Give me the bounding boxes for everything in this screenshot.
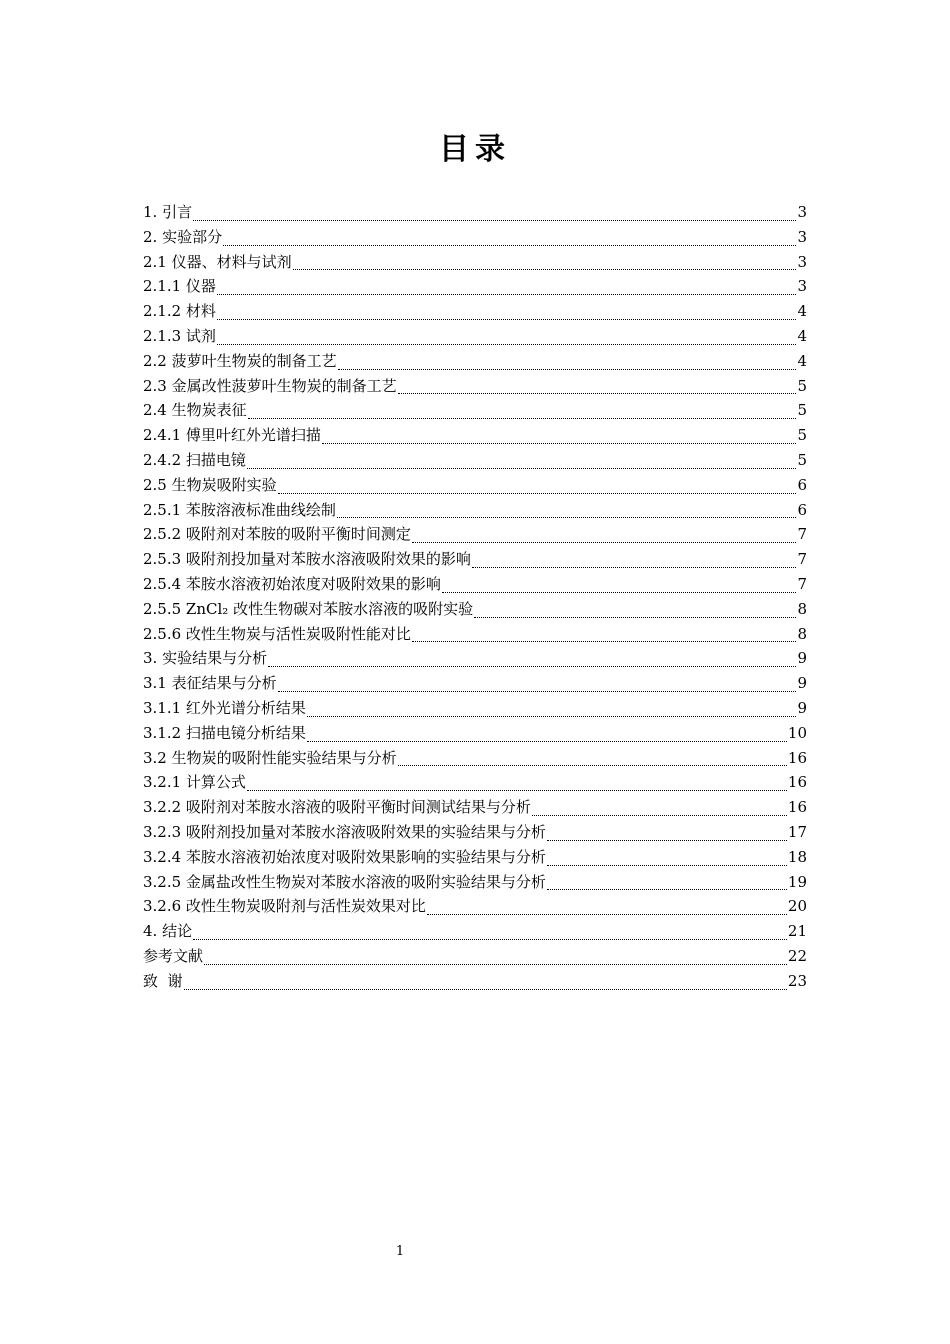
table-of-contents (143, 200, 807, 994)
toc-dot-leader (398, 765, 787, 766)
toc-entry[interactable] (143, 374, 807, 399)
toc-entry[interactable] (143, 770, 807, 795)
toc-entry-label: 2.4.2 扫描电镜 (143, 450, 246, 469)
toc-dot-leader (248, 418, 797, 419)
toc-entry-label: 2.5.2 吸附剂对苯胺的吸附平衡时间测定 (143, 525, 411, 544)
toc-entry-label: 1. 引言 (143, 203, 193, 221)
toc-entry-label: 2.3 金属改性菠萝叶生物炭的制备工艺 (143, 376, 397, 395)
toc-dot-leader (268, 666, 796, 667)
toc-entry-page: 7 (797, 525, 807, 544)
toc-dot-leader (217, 344, 797, 345)
toc-dot-leader (472, 567, 797, 568)
toc-entry-page: 4 (797, 326, 807, 345)
toc-entry-label: 2.1.3 试剂 (143, 326, 216, 345)
toc-entry-page: 4 (797, 351, 807, 370)
toc-entry[interactable] (143, 324, 807, 349)
toc-entry-label: 3.2 生物炭的吸附性能实验结果与分析 (143, 748, 397, 767)
toc-entry-page: 5 (797, 426, 807, 445)
toc-entry[interactable] (143, 944, 807, 969)
toc-dot-leader (338, 369, 797, 370)
toc-entry[interactable] (143, 671, 807, 696)
toc-entry-page: 18 (787, 847, 807, 866)
toc-entry[interactable] (143, 795, 807, 820)
toc-entry[interactable] (143, 870, 807, 895)
toc-dot-leader (412, 641, 797, 642)
toc-entry-label: 2.1 仪器、材料与试剂 (143, 252, 292, 271)
toc-entry[interactable] (143, 820, 807, 845)
toc-entry-page: 16 (787, 798, 807, 817)
page-title: 目录 (439, 132, 511, 167)
toc-dot-leader (293, 269, 797, 270)
toc-entry-label: 3.2.6 改性生物炭吸附剂与活性炭效果对比 (143, 897, 426, 916)
toc-entry-label: 2.5.1 苯胺溶液标准曲线绘制 (143, 500, 336, 519)
toc-entry-label: 3. 实验结果与分析 (143, 649, 268, 668)
toc-entry-page: 4 (797, 302, 807, 321)
toc-entry-page: 16 (787, 773, 807, 792)
toc-entry-page: 20 (787, 897, 807, 916)
toc-dot-leader (547, 865, 787, 866)
toc-entry-page: 3 (797, 252, 807, 271)
toc-entry-page: 3 (797, 203, 807, 221)
toc-entry-label: 2.2 菠萝叶生物炭的制备工艺 (143, 351, 337, 370)
toc-entry-label: 3.2.3 吸附剂投加量对苯胺水溶液吸附效果的实验结果与分析 (143, 822, 546, 841)
toc-entry[interactable] (143, 250, 807, 275)
toc-entry-label: 致 谢 (143, 971, 183, 990)
toc-entry[interactable] (143, 200, 807, 225)
toc-dot-leader (184, 989, 787, 990)
toc-entry-label: 3.2.2 吸附剂对苯胺水溶液的吸附平衡时间测试结果与分析 (143, 798, 531, 817)
toc-dot-leader (217, 294, 797, 295)
toc-dot-leader (307, 716, 797, 717)
toc-dot-leader (193, 220, 796, 221)
toc-entry-page: 5 (797, 401, 807, 420)
toc-dot-leader (278, 493, 797, 494)
toc-entry[interactable] (143, 721, 807, 746)
toc-entry-page: 7 (797, 550, 807, 569)
toc-entry[interactable] (143, 646, 807, 671)
toc-dot-leader (337, 517, 797, 518)
toc-entry[interactable] (143, 696, 807, 721)
toc-entry[interactable] (143, 398, 807, 423)
toc-entry[interactable] (143, 547, 807, 572)
toc-entry[interactable] (143, 572, 807, 597)
toc-entry[interactable] (143, 894, 807, 919)
toc-entry-label: 3.1.1 红外光谱分析结果 (143, 698, 306, 717)
toc-entry-page: 9 (797, 698, 807, 717)
toc-dot-leader (532, 815, 787, 816)
toc-dot-leader (307, 741, 787, 742)
toc-entry-page: 3 (797, 227, 807, 246)
toc-dot-leader (278, 691, 797, 692)
toc-entry-label: 2.5.3 吸附剂投加量对苯胺水溶液吸附效果的影响 (143, 550, 471, 569)
toc-entry[interactable] (143, 522, 807, 547)
toc-entry-label: 4. 结论 (143, 922, 193, 941)
toc-dot-leader (204, 964, 787, 965)
toc-dot-leader (427, 914, 787, 915)
toc-entry-page: 9 (797, 649, 807, 668)
toc-entry-page: 8 (797, 599, 807, 618)
toc-entry[interactable] (143, 845, 807, 870)
toc-dot-leader (398, 393, 797, 394)
toc-entry-label: 3.2.1 计算公式 (143, 773, 246, 792)
toc-dot-leader (322, 443, 797, 444)
toc-entry[interactable] (143, 622, 807, 647)
toc-entry[interactable] (143, 448, 807, 473)
toc-entry-page: 5 (797, 376, 807, 395)
toc-entry-page: 6 (797, 500, 807, 519)
toc-entry-label: 3.1 表征结果与分析 (143, 674, 277, 693)
toc-entry[interactable] (143, 919, 807, 944)
toc-dot-leader (547, 840, 787, 841)
footer-page-number: 1 (395, 1244, 405, 1259)
toc-entry-page: 10 (787, 723, 807, 742)
toc-entry-label: 参考文献 (143, 946, 204, 965)
toc-entry[interactable] (143, 299, 807, 324)
toc-entry[interactable] (143, 423, 807, 448)
toc-dot-leader (223, 245, 796, 246)
toc-entry[interactable] (143, 746, 807, 771)
toc-entry-label: 2. 实验部分 (143, 227, 223, 246)
toc-entry-page: 8 (797, 624, 807, 643)
toc-entry-label: 2.5.6 改性生物炭与活性炭吸附性能对比 (143, 624, 411, 643)
toc-entry[interactable] (143, 225, 807, 250)
toc-entry-page: 5 (797, 450, 807, 469)
toc-entry-label: 2.1.1 仪器 (143, 277, 216, 296)
toc-dot-leader (193, 939, 787, 940)
toc-entry-label: 3.1.2 扫描电镜分析结果 (143, 723, 306, 742)
toc-entry-page: 23 (787, 971, 807, 990)
toc-entry[interactable] (143, 349, 807, 374)
toc-entry-label: 2.1.2 材料 (143, 302, 216, 321)
toc-entry-page: 6 (797, 475, 807, 494)
toc-dot-leader (247, 790, 787, 791)
toc-entry-page: 19 (787, 872, 807, 891)
toc-entry-page: 7 (797, 574, 807, 593)
toc-entry[interactable] (143, 597, 807, 622)
toc-entry-page: 17 (787, 822, 807, 841)
toc-dot-leader (547, 889, 787, 890)
toc-entry-label: 2.4.1 傅里叶红外光谱扫描 (143, 426, 321, 445)
toc-dot-leader (442, 592, 797, 593)
toc-dot-leader (217, 319, 797, 320)
toc-entry-page: 22 (787, 946, 807, 965)
toc-entry-label: 2.4 生物炭表征 (143, 401, 247, 420)
toc-entry-label: 2.5.5 ZnCl₂ 改性生物碳对苯胺水溶液的吸附实验 (143, 599, 474, 618)
toc-entry[interactable] (143, 969, 807, 994)
toc-entry-page: 9 (797, 674, 807, 693)
toc-dot-leader (474, 617, 796, 618)
toc-dot-leader (412, 542, 797, 543)
toc-entry[interactable] (143, 473, 807, 498)
toc-entry-page: 16 (787, 748, 807, 767)
toc-entry-label: 3.2.4 苯胺水溶液初始浓度对吸附效果影响的实验结果与分析 (143, 847, 546, 866)
toc-entry-page: 21 (787, 922, 807, 941)
toc-entry-label: 2.5 生物炭吸附实验 (143, 475, 277, 494)
toc-dot-leader (247, 468, 797, 469)
toc-entry-label: 2.5.4 苯胺水溶液初始浓度对吸附效果的影响 (143, 574, 441, 593)
toc-entry[interactable] (143, 498, 807, 523)
toc-entry-page: 3 (797, 277, 807, 296)
toc-entry-label: 3.2.5 金属盐改性生物炭对苯胺水溶液的吸附实验结果与分析 (143, 872, 546, 891)
toc-entry[interactable] (143, 274, 807, 299)
